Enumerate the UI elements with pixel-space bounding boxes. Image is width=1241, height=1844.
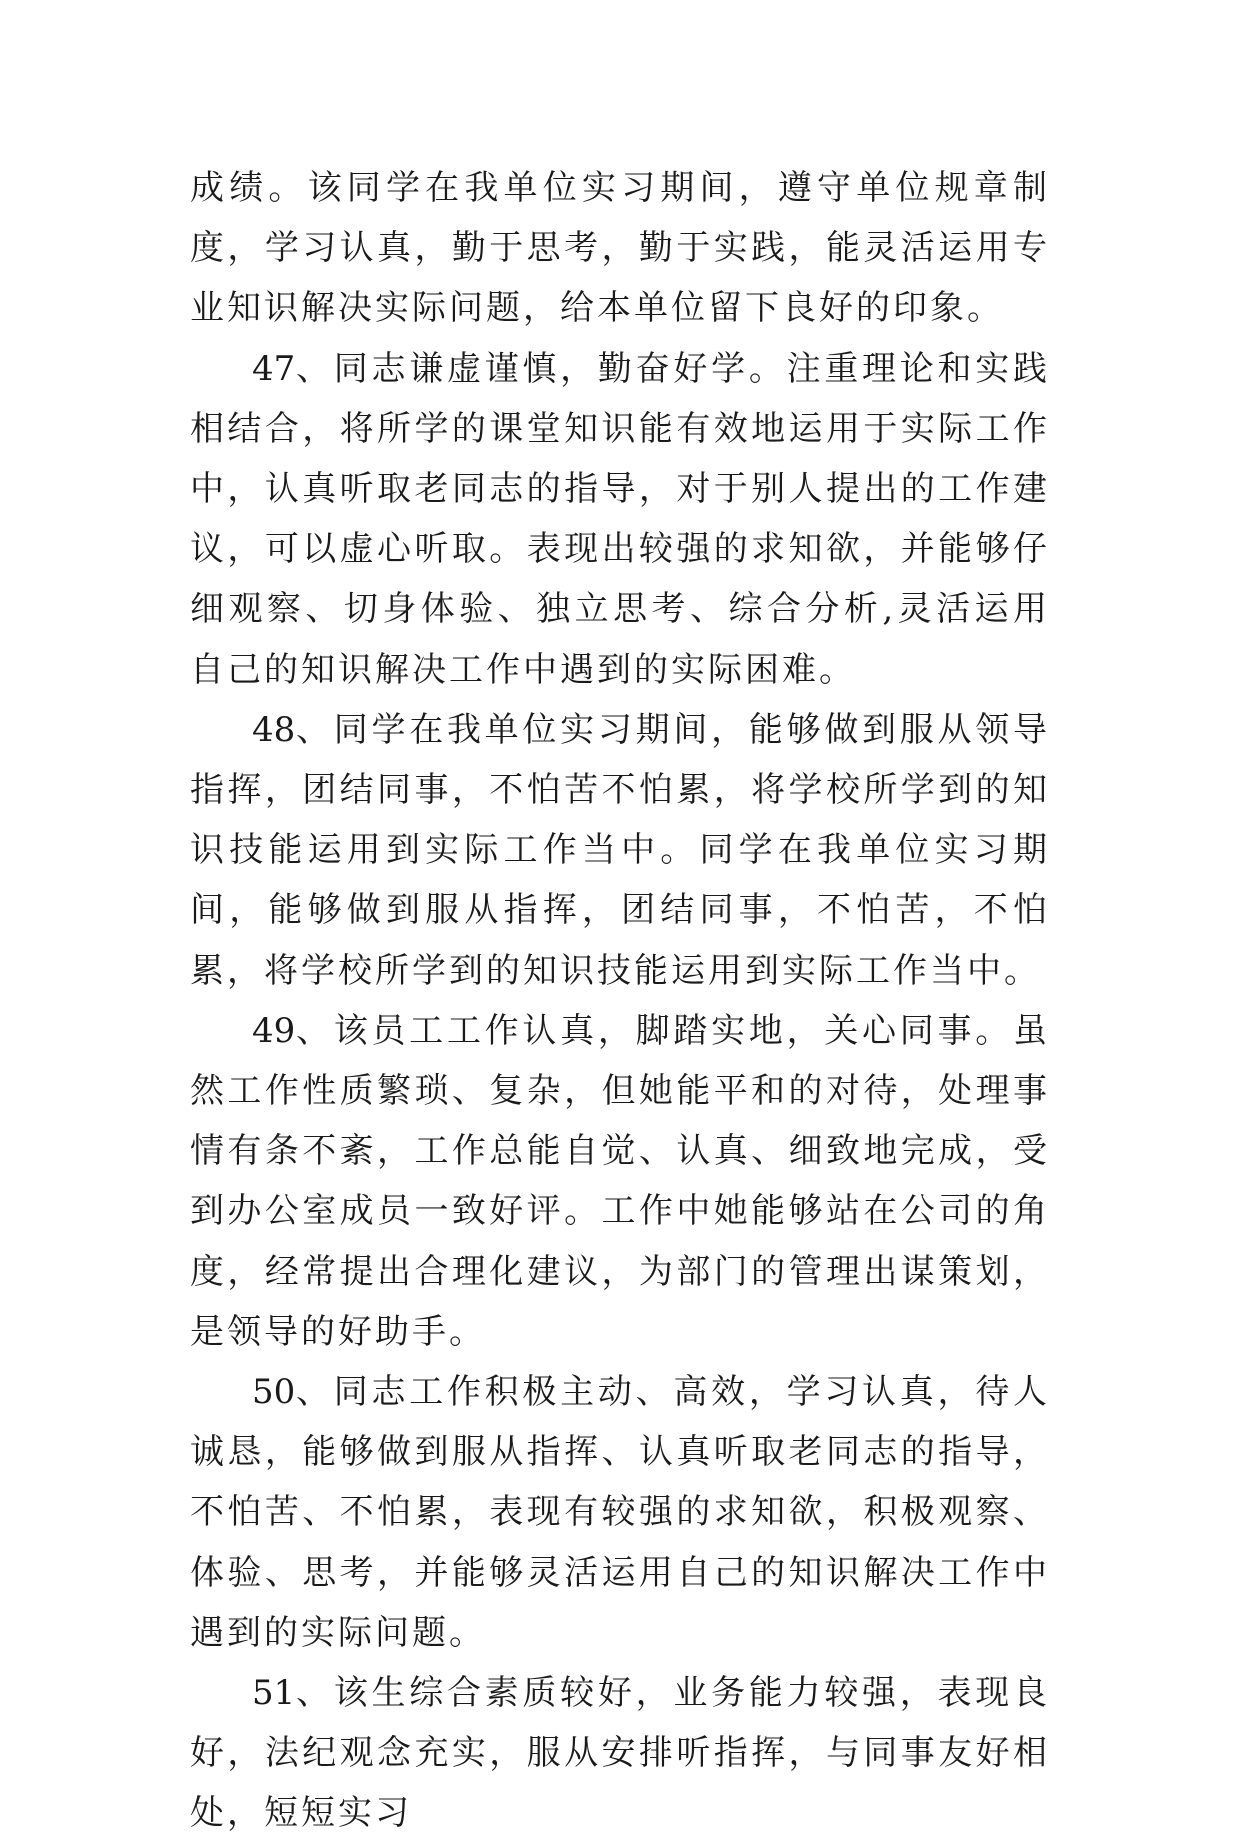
paragraph-47 bbox=[190, 339, 1050, 700]
paragraph-text: 、该生综合素质较好，业务能力较强，表现良好，法纪观念充实，服从安排听指挥，与同事友好相处，短短实习 bbox=[190, 1673, 1050, 1834]
paragraph-48 bbox=[190, 700, 1050, 1001]
paragraph-49 bbox=[190, 1001, 1050, 1362]
document-page bbox=[190, 158, 1050, 1844]
paragraph-text: 、同学在我单位实习期间，能够做到服从领导指挥，团结同事，不怕苦不怕累，将学校所学到的知识技能运用到实际工作当中。同学在我单位实习期间，能够做到服从指挥，团结同事，不怕苦，不怕累，将学校所学到的知识技能运用到实际工作当中。 bbox=[190, 709, 1050, 991]
paragraph-text: 、该员工工作认真，脚踏实地，关心同事。虽然工作性质繁琐、复杂，但她能平和的对待，处理事情有条不紊，工作总能自觉、认真、细致地完成，受到办公室成员一致好评。工作中她能够站在公司的角度，经常提出合理化建议，为部门的管理出谋策划，是领导的好助手。 bbox=[190, 1010, 1050, 1352]
paragraph-number: 49 bbox=[252, 1010, 296, 1051]
paragraph-51 bbox=[190, 1663, 1050, 1844]
paragraph-number: 48 bbox=[252, 709, 296, 750]
paragraph-text: 、同志工作积极主动、高效，学习认真，待人诚恳，能够做到服从指挥、认真听取老同志的指导，不怕苦、不怕累，表现有较强的求知欲，积极观察、体验、思考，并能够灵活运用自己的知识解决工作中遇到的实际问题。 bbox=[190, 1372, 1050, 1653]
paragraph-number: 51 bbox=[252, 1673, 296, 1714]
paragraph-continued bbox=[190, 158, 1050, 339]
paragraph-text: 、同志谦虚谨慎，勤奋好学。注重理论和实践相结合，将所学的课堂知识能有效地运用于实际工作中，认真听取老同志的指导，对于别人提出的工作建议，可以虚心听取。表现出较强的求知欲，并能够仔细观察、切身体验、独立思考、综合分析,灵活运用自己的知识解决工作中遇到的实际困难。 bbox=[190, 348, 1050, 690]
paragraph-number: 47 bbox=[252, 348, 296, 389]
paragraph-50 bbox=[190, 1362, 1050, 1663]
paragraph-number: 50 bbox=[252, 1372, 296, 1413]
paragraph-text: 成绩。该同学在我单位实习期间，遵守单位规章制度，学习认真，勤于思考，勤于实践，能灵活运用专业知识解决实际问题，给本单位留下良好的印象。 bbox=[190, 168, 1050, 329]
